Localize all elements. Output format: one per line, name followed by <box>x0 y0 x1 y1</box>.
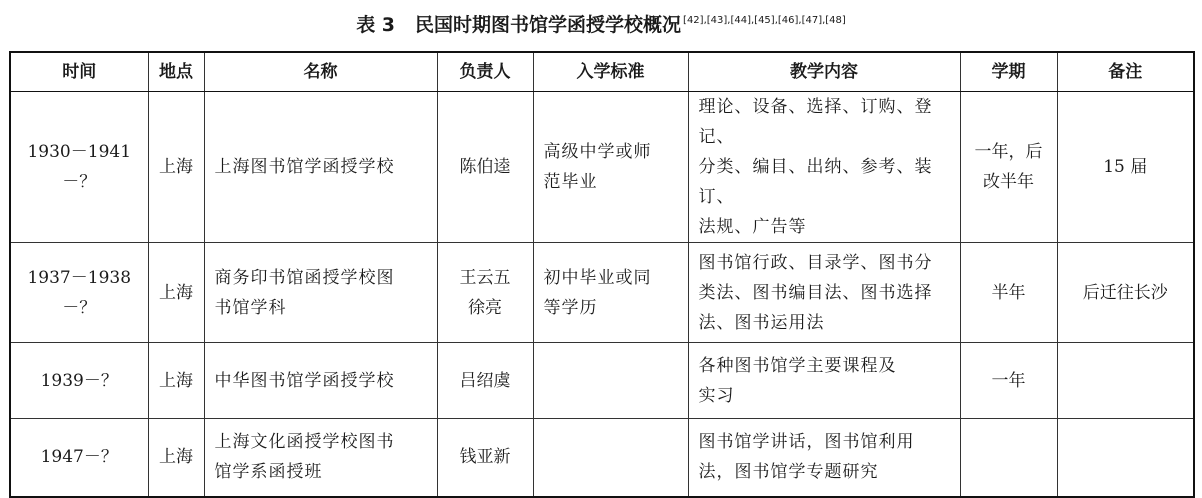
column-header-place: 地点 <box>148 52 204 92</box>
cell-time: 1930－1941－？ <box>10 92 148 243</box>
column-header-person: 负责人 <box>437 52 533 92</box>
table-title: 民国时期图书馆学函授学校概况 <box>415 14 682 36</box>
cell-notes: 15 届 <box>1057 92 1194 243</box>
table-row <box>10 419 1194 497</box>
cell-term: 半年 <box>960 243 1057 343</box>
cell-admission: 初中毕业或同 等学历 <box>533 243 688 343</box>
cell-time: 1947－？ <box>10 419 148 497</box>
column-header-notes: 备注 <box>1057 52 1194 92</box>
cell-place: 上海 <box>148 343 204 419</box>
column-header-admission: 入学标准 <box>533 52 688 92</box>
cell-name: 上海图书馆学函授学校 <box>204 92 437 243</box>
column-header-time: 时间 <box>10 52 148 92</box>
cell-time: 1937－1938－？ <box>10 243 148 343</box>
cell-admission <box>533 419 688 497</box>
cell-notes <box>1057 343 1194 419</box>
cell-notes: 后迁往长沙 <box>1057 243 1194 343</box>
schools-table <box>9 51 1195 498</box>
cell-term: 一年，后 改半年 <box>960 92 1057 243</box>
column-header-term: 学期 <box>960 52 1057 92</box>
cell-content: 理论、设备、选择、订购、登记、 分类、编目、出纳、参考、装订、 法规、广告等 <box>688 92 960 243</box>
table-references: [42],[43],[44],[45],[46],[47],[48] <box>683 15 846 26</box>
table-row <box>10 243 1194 343</box>
cell-person: 王云五 徐亮 <box>437 243 533 343</box>
cell-term <box>960 419 1057 497</box>
cell-name: 上海文化函授学校图书 馆学系函授班 <box>204 419 437 497</box>
table-caption <box>0 8 1202 38</box>
cell-place: 上海 <box>148 243 204 343</box>
cell-term: 一年 <box>960 343 1057 419</box>
cell-admission: 高级中学或师 范毕业 <box>533 92 688 243</box>
table-row <box>10 92 1194 243</box>
cell-person: 钱亚新 <box>437 419 533 497</box>
cell-person: 吕绍虞 <box>437 343 533 419</box>
cell-place: 上海 <box>148 92 204 243</box>
cell-place: 上海 <box>148 419 204 497</box>
table-number: 表 3 <box>356 14 396 36</box>
cell-content: 图书馆行政、目录学、图书分 类法、图书编目法、图书选择 法、图书运用法 <box>688 243 960 343</box>
cell-person: 陈伯逵 <box>437 92 533 243</box>
cell-admission <box>533 343 688 419</box>
cell-name: 商务印书馆函授学校图 书馆学科 <box>204 243 437 343</box>
cell-content: 各种图书馆学主要课程及 实习 <box>688 343 960 419</box>
header-row <box>10 52 1194 92</box>
column-header-name: 名称 <box>204 52 437 92</box>
table-row <box>10 343 1194 419</box>
cell-name: 中华图书馆学函授学校 <box>204 343 437 419</box>
cell-content: 图书馆学讲话，图书馆利用 法，图书馆学专题研究 <box>688 419 960 497</box>
cell-time: 1939－？ <box>10 343 148 419</box>
cell-notes <box>1057 419 1194 497</box>
column-header-content: 教学内容 <box>688 52 960 92</box>
